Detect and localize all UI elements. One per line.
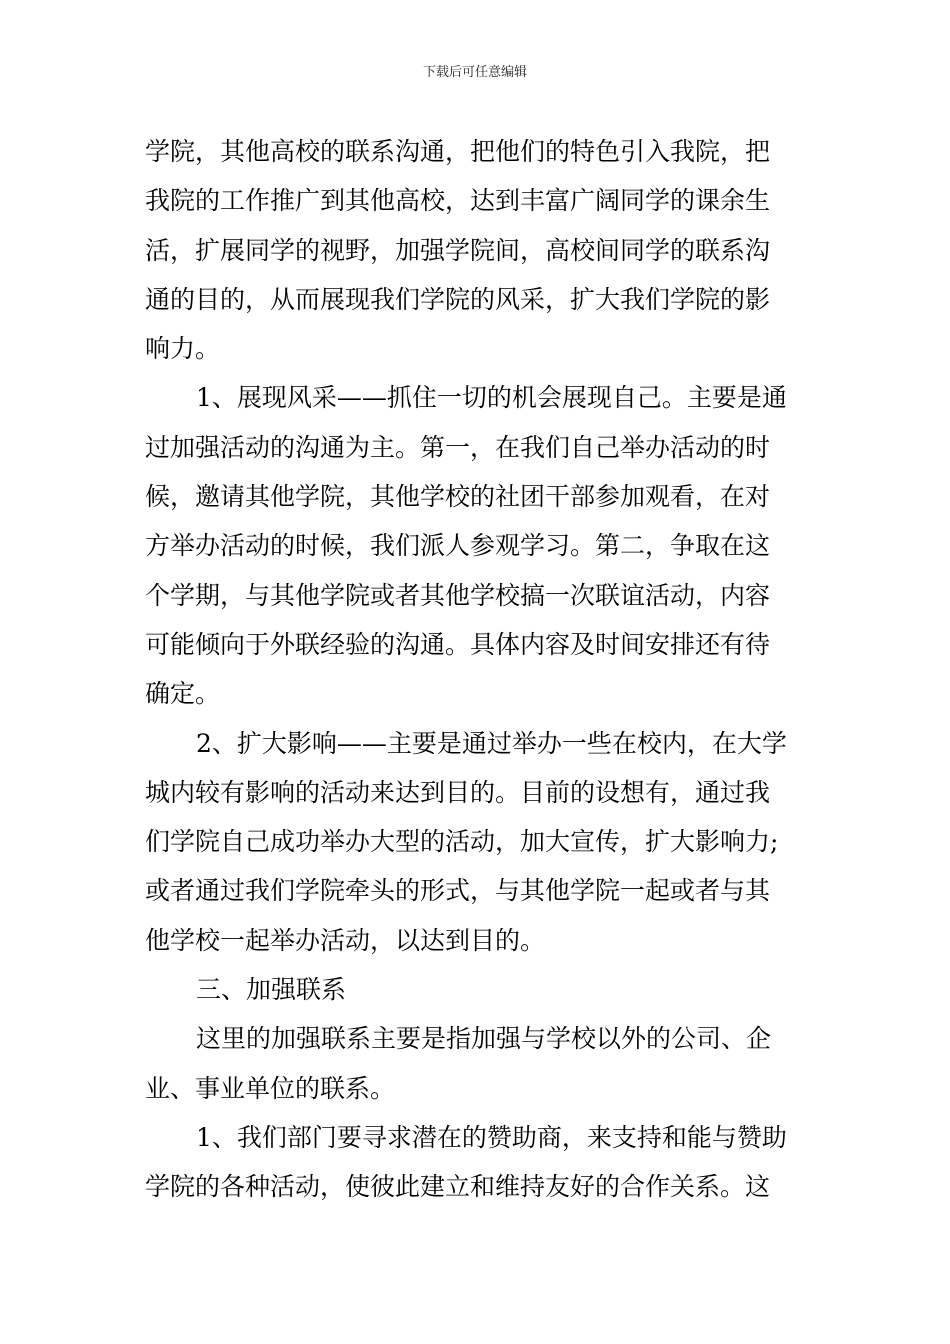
text-line-13: 2、扩大影响——主要是通过举办一些在校内，在大学 bbox=[196, 728, 787, 758]
text-line-1: 学院，其他高校的联系沟通，把他们的特色引入我院，把 bbox=[145, 137, 771, 166]
text-line-11: 可能倾向于外联经验的沟通。具体内容及时间安排还有待 bbox=[145, 629, 771, 659]
text-line-9: 方举办活动的时候，我们派人参观学习。第二，争取在这 bbox=[145, 531, 771, 561]
text-line-2: 我院的工作推广到其他高校，达到丰富广阔同学的课余生 bbox=[145, 186, 771, 216]
text-line-5: 响力。 bbox=[145, 334, 221, 364]
text-line-12: 确定。 bbox=[145, 679, 221, 709]
document-body bbox=[145, 127, 807, 1212]
text-line-10: 个学期，与其他学院或者其他学校搞一次联谊活动，内容 bbox=[145, 580, 771, 610]
text-line-8: 候，邀请其他学院，其他学校的社团干部参加观看，在对 bbox=[145, 482, 771, 512]
section-heading: 三、加强联系 bbox=[196, 975, 347, 1005]
text-line-17: 他学校一起举办活动，以达到目的。 bbox=[145, 925, 546, 955]
text-line-21: 1、我们部门要寻求潜在的赞助商，来支持和能与赞助 bbox=[196, 1122, 787, 1152]
page-header: 下载后可任意编辑 bbox=[422, 65, 527, 80]
text-line-22: 学院的各种活动，使彼此建立和维持友好的合作关系。这 bbox=[145, 1172, 771, 1202]
text-line-15: 们学院自己成功举办大型的活动，加大宣传，扩大影响力; bbox=[145, 827, 779, 857]
text-line-19: 这里的加强联系主要是指加强与学校以外的公司、企 bbox=[196, 1024, 772, 1054]
text-line-16: 或者通过我们学院牵头的形式，与其他学院一起或者与其 bbox=[145, 876, 771, 906]
text-line-4: 通的目的，从而展现我们学院的风采，扩大我们学院的影 bbox=[145, 284, 771, 314]
text-line-14: 城内较有影响的活动来达到目的。目前的设想有，通过我 bbox=[145, 777, 771, 807]
text-line-3: 活，扩展同学的视野，加强学院间，高校间同学的联系沟 bbox=[145, 235, 771, 265]
text-line-20: 业、事业单位的联系。 bbox=[145, 1073, 396, 1103]
text-line-7: 过加强活动的沟通为主。第一，在我们自己举办活动的时 bbox=[145, 432, 771, 462]
text-line-6: 1、展现风采——抓住一切的机会展现自己。主要是通 bbox=[196, 383, 787, 413]
